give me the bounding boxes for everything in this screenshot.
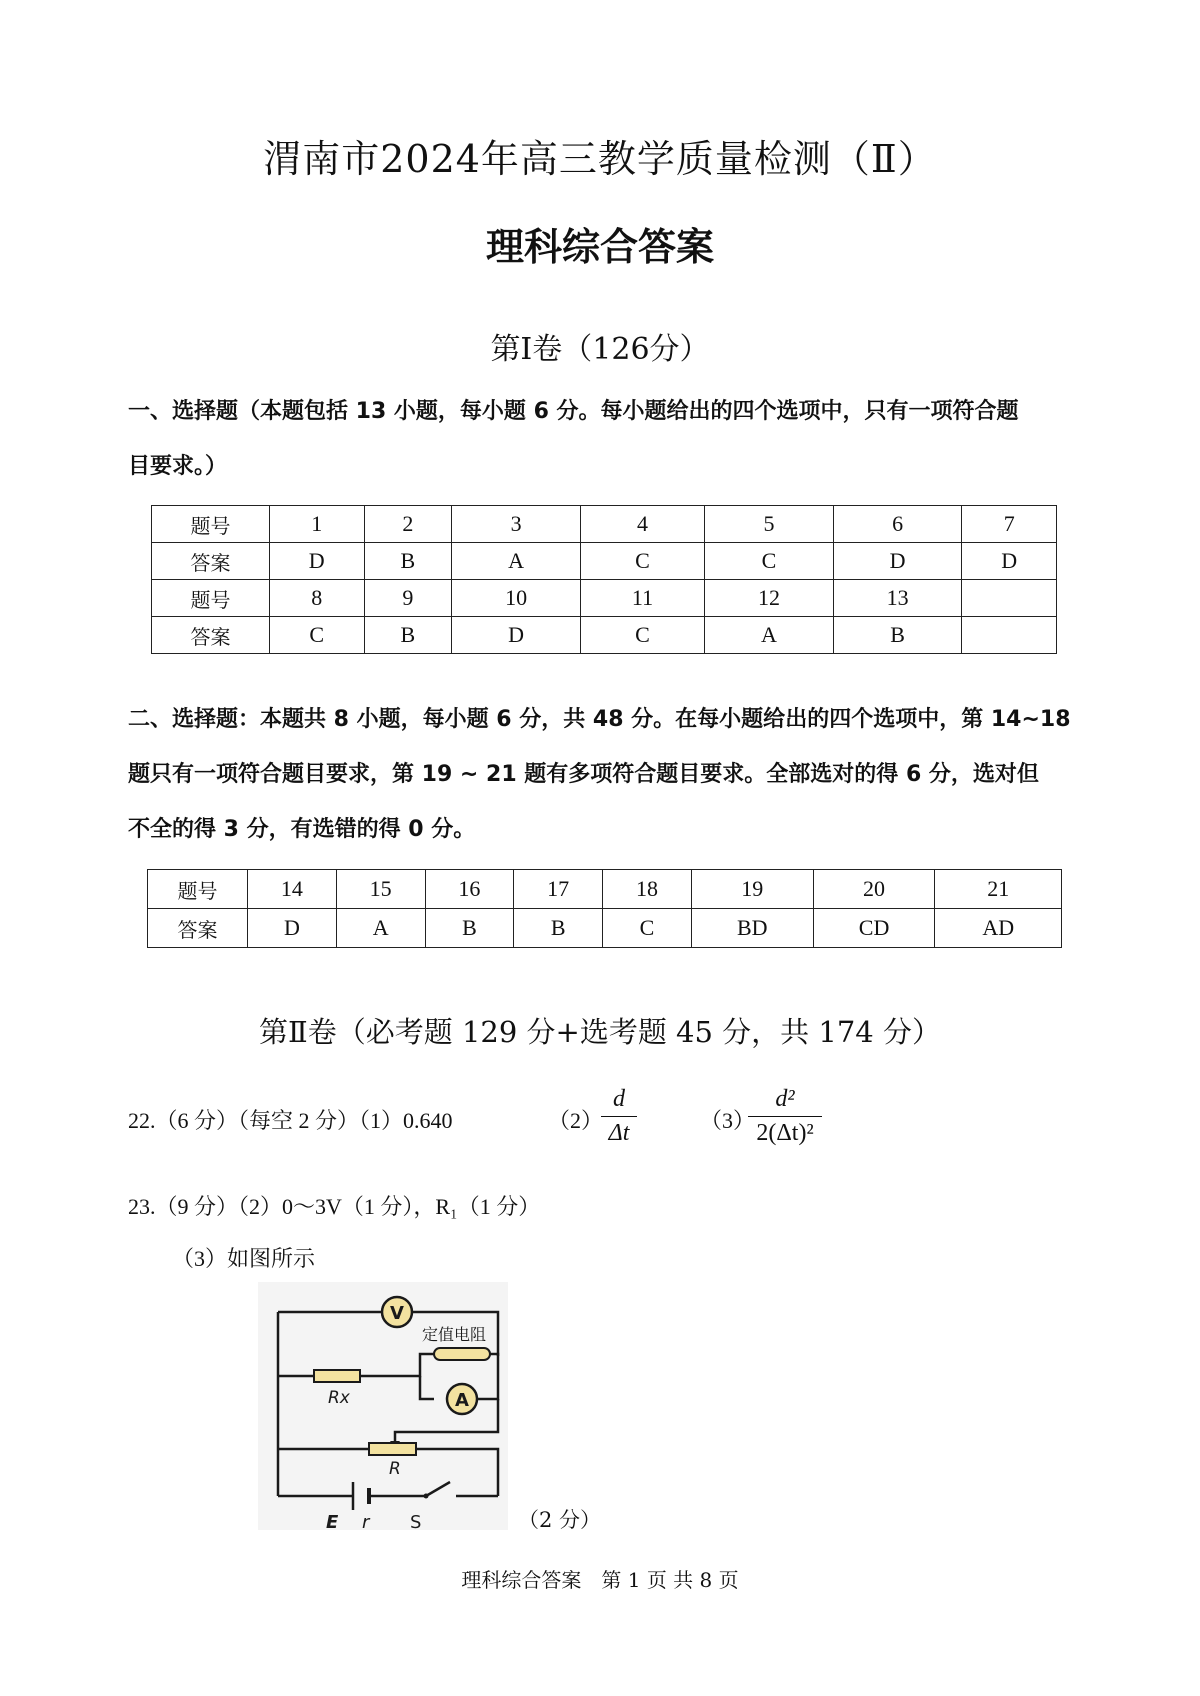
fixed-resistor-icon xyxy=(434,1348,490,1360)
table-cell: 10 xyxy=(452,580,581,617)
fraction-numerator: d² xyxy=(775,1086,795,1112)
table-cell: 5 xyxy=(705,506,834,543)
table-cell: 4 xyxy=(580,506,704,543)
table-cell: A xyxy=(452,543,581,580)
table-row xyxy=(152,506,1057,543)
switch-label: S xyxy=(410,1512,422,1530)
table-cell: 20 xyxy=(813,870,935,909)
q1-intro xyxy=(128,384,1088,494)
table-cell: A xyxy=(336,909,425,948)
table-cell: 12 xyxy=(705,580,834,617)
ammeter-label: A xyxy=(455,1390,469,1411)
part2-heading: 第Ⅱ卷（必考题 129 分+选考题 45 分，共 174 分） xyxy=(259,1015,941,1049)
table-cell xyxy=(962,617,1057,654)
table-cell: 8 xyxy=(270,580,365,617)
voltmeter-label: V xyxy=(390,1303,404,1324)
fixed-resistor-label: 定值电阻 xyxy=(422,1325,487,1344)
emf-label: E xyxy=(326,1512,339,1530)
page-footer: 理科综合答案 第 1 页 共 8 页 xyxy=(461,1568,739,1592)
table-cell: B xyxy=(364,617,452,654)
table-cell: D xyxy=(248,909,337,948)
q23-score: （2 分） xyxy=(518,1508,602,1532)
table-cell: 9 xyxy=(364,580,452,617)
answer-table-2 xyxy=(147,869,1062,948)
table-row xyxy=(148,870,1062,909)
fraction-numerator: d xyxy=(613,1086,625,1112)
table-cell: CD xyxy=(813,909,935,948)
q22-fraction-2 xyxy=(601,1086,637,1147)
table-cell: C xyxy=(603,909,692,948)
table-cell: C xyxy=(705,543,834,580)
table-cell: 16 xyxy=(425,870,514,909)
table-cell: B xyxy=(364,543,452,580)
table-cell: D xyxy=(962,543,1057,580)
table-cell-label: 答案 xyxy=(148,909,248,948)
table-cell: C xyxy=(270,617,365,654)
rx-resistor-icon xyxy=(314,1370,360,1382)
document-subtitle: 理科综合答案 xyxy=(485,225,714,269)
table-cell: C xyxy=(580,617,704,654)
table-cell: BD xyxy=(691,909,813,948)
table-cell: 1 xyxy=(270,506,365,543)
switch-pivot xyxy=(424,1494,429,1499)
fraction-denominator: 2(Δt)² xyxy=(756,1120,814,1146)
table-cell: 21 xyxy=(935,870,1062,909)
q2-intro-line3: 不全的得 3 分，有选错的得 0 分。 xyxy=(128,817,476,842)
table-cell: B xyxy=(514,909,603,948)
table-cell: 17 xyxy=(514,870,603,909)
table-cell: 7 xyxy=(962,506,1057,543)
table-cell: B xyxy=(425,909,514,948)
table-cell: B xyxy=(833,617,962,654)
table-cell: 11 xyxy=(580,580,704,617)
fraction-denominator: Δt xyxy=(608,1120,630,1146)
q23-line2: （3）如图所示 xyxy=(172,1246,316,1271)
fraction-bar xyxy=(601,1116,637,1117)
table-row xyxy=(148,909,1062,948)
q22-part2-label: （2） xyxy=(548,1108,604,1133)
table-cell-label: 题号 xyxy=(148,870,248,909)
fraction-bar xyxy=(748,1116,822,1117)
table-cell-label: 答案 xyxy=(152,617,270,654)
rheostat-icon xyxy=(369,1443,416,1455)
table-cell: AD xyxy=(935,909,1062,948)
table-cell: 6 xyxy=(833,506,962,543)
q2-intro xyxy=(128,692,1088,857)
table-cell: A xyxy=(705,617,834,654)
q22-part3-label: （3） xyxy=(700,1108,756,1133)
table-cell: 14 xyxy=(248,870,337,909)
q23-line1: 23.（9 分）（2）0～3V（1 分），R₁（1 分） xyxy=(128,1194,541,1219)
table-cell: C xyxy=(580,543,704,580)
table-cell: 19 xyxy=(691,870,813,909)
q2-intro-line1: 二、选择题：本题共 8 小题，每小题 6 分，共 48 分。在每小题给出的四个选项中，第 14~18 xyxy=(128,707,1071,732)
table-cell: 2 xyxy=(364,506,452,543)
table-cell: D xyxy=(270,543,365,580)
table-row xyxy=(152,617,1057,654)
internal-resistance-label: r xyxy=(362,1512,370,1530)
part1-heading: 第Ⅰ卷（126分） xyxy=(490,332,710,367)
document-title: 渭南市2024年高三教学质量检测（Ⅱ） xyxy=(263,137,937,181)
table-row xyxy=(152,543,1057,580)
table-cell: 18 xyxy=(603,870,692,909)
table-cell-label: 答案 xyxy=(152,543,270,580)
rx-label: Rx xyxy=(328,1388,350,1408)
table-cell: 13 xyxy=(833,580,962,617)
q1-intro-line1: 一、选择题（本题包括 13 小题，每小题 6 分。每小题给出的四个选项中，只有一项符合题 xyxy=(128,399,1019,424)
circuit-diagram xyxy=(258,1282,508,1530)
table-cell: 3 xyxy=(452,506,581,543)
table-cell-label: 题号 xyxy=(152,506,270,543)
table-cell: 15 xyxy=(336,870,425,909)
table-cell-label: 题号 xyxy=(152,580,270,617)
q2-intro-line2: 题只有一项符合题目要求，第 19 ~ 21 题有多项符合题目要求。全部选对的得 6 分，选对但 xyxy=(128,762,1039,787)
q1-intro-line2: 目要求。） xyxy=(128,454,228,479)
table-cell: D xyxy=(452,617,581,654)
table-cell: D xyxy=(833,543,962,580)
table-row xyxy=(152,580,1057,617)
answer-table-1 xyxy=(151,505,1057,654)
q22-fraction-3 xyxy=(748,1086,822,1147)
rheostat-label: R xyxy=(389,1459,401,1479)
q22-prefix: 22.（6 分）（每空 2 分）（1）0.640 xyxy=(128,1108,453,1133)
table-cell xyxy=(962,580,1057,617)
